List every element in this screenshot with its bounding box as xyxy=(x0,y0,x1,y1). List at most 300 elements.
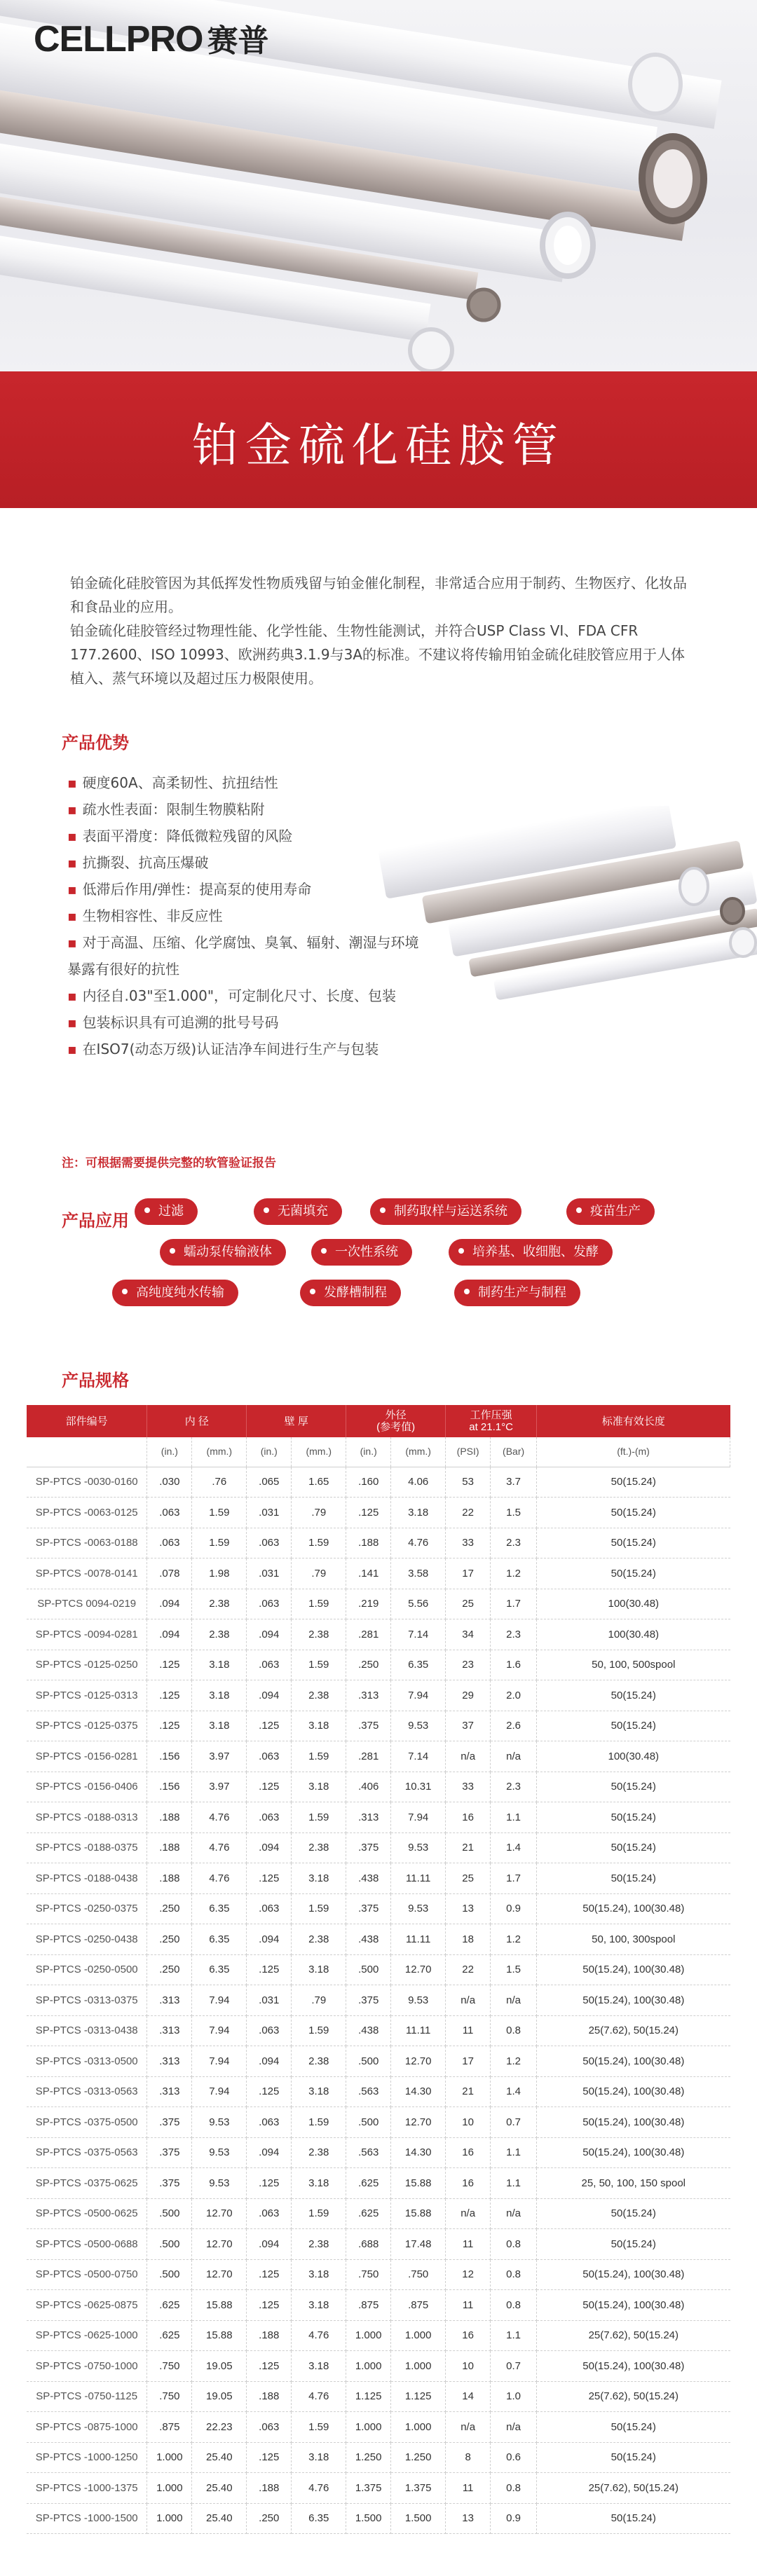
table-cell: .125 xyxy=(147,1680,192,1711)
table-cell: .79 xyxy=(292,1985,346,2016)
table-cell: 50(15.24) xyxy=(537,2442,730,2473)
table-cell: .063 xyxy=(147,1498,192,1528)
table-cell: .750 xyxy=(147,2381,192,2412)
table-cell: 1.1 xyxy=(491,2137,537,2168)
table-cell: .313 xyxy=(346,1680,391,1711)
table-cell: 50(15.24) xyxy=(537,1863,730,1894)
table-cell: 3.18 xyxy=(292,2290,346,2321)
table-cell: .250 xyxy=(147,1924,192,1955)
table-cell: .438 xyxy=(346,1924,391,1955)
table-row xyxy=(27,1650,730,1680)
specs-table xyxy=(27,1405,730,2534)
bullet-icon: ▪ xyxy=(67,1014,77,1031)
table-cell: 3.18 xyxy=(292,2076,346,2107)
bullet-icon: ▪ xyxy=(67,907,77,924)
table-cell: 2.38 xyxy=(292,2137,346,2168)
table-cell: 1.1 xyxy=(491,2168,537,2199)
table-row xyxy=(27,1832,730,1863)
table-cell: .313 xyxy=(147,2015,192,2046)
verification-note: 注：可根据需要提供完整的软管验证报告 xyxy=(62,1156,276,1170)
table-cell: .094 xyxy=(147,1589,192,1619)
table-cell: .030 xyxy=(147,1467,192,1498)
logo-cn: 赛普 xyxy=(207,23,269,59)
table-row xyxy=(27,2473,730,2504)
table-cell: 7.94 xyxy=(192,2015,247,2046)
table-cell: 1.250 xyxy=(346,2442,391,2473)
table-cell: .031 xyxy=(247,1498,292,1528)
header-line: (参考值) xyxy=(376,1421,416,1433)
table-row xyxy=(27,2015,730,2046)
table-cell: 0.9 xyxy=(491,1893,537,1924)
part-number-cell: SP-PTCS -0875-1000 xyxy=(27,2412,147,2443)
table-cell: 7.14 xyxy=(391,1741,446,1772)
table-cell: .625 xyxy=(346,2168,391,2199)
table-cell: 7.14 xyxy=(391,1619,446,1650)
table-cell: 50(15.24) xyxy=(537,1467,730,1498)
table-cell: 9.53 xyxy=(391,1985,446,2016)
table-cell: 22 xyxy=(446,1954,491,1985)
table-row xyxy=(27,1954,730,1985)
table-cell: .156 xyxy=(147,1772,192,1802)
table-cell: 3.18 xyxy=(192,1711,247,1741)
table-cell: 1.59 xyxy=(292,2412,346,2443)
table-cell: 1.59 xyxy=(192,1498,247,1528)
table-cell: .063 xyxy=(247,1741,292,1772)
table-cell: 7.94 xyxy=(391,1680,446,1711)
table-cell: .125 xyxy=(247,1711,292,1741)
bullet-icon: ▪ xyxy=(67,987,77,1004)
table-cell: 1.98 xyxy=(192,1558,247,1589)
part-number-cell: SP-PTCS -0313-0438 xyxy=(27,2015,147,2046)
table-cell: 0.7 xyxy=(491,2351,537,2382)
table-cell: .188 xyxy=(147,1863,192,1894)
part-number-cell: SP-PTCS -0125-0250 xyxy=(27,1650,147,1680)
table-cell: .219 xyxy=(346,1589,391,1619)
table-cell: .313 xyxy=(346,1802,391,1833)
table-cell: 4.76 xyxy=(292,2320,346,2351)
table-cell: 50(15.24) xyxy=(537,1711,730,1741)
table-cell: 50(15.24), 100(30.48) xyxy=(537,2076,730,2107)
part-number-cell: SP-PTCS -0750-1125 xyxy=(27,2381,147,2412)
table-row xyxy=(27,1741,730,1772)
table-cell: 12.70 xyxy=(391,2107,446,2138)
table-cell: 14.30 xyxy=(391,2137,446,2168)
table-cell: 3.18 xyxy=(192,1680,247,1711)
table-cell: .750 xyxy=(346,2259,391,2290)
bullet-icon: ▪ xyxy=(67,881,77,898)
table-cell: 100(30.48) xyxy=(537,1619,730,1650)
table-cell: 100(30.48) xyxy=(537,1741,730,1772)
part-number-cell: SP-PTCS -0063-0188 xyxy=(27,1528,147,1558)
table-cell: 50(15.24), 100(30.48) xyxy=(537,2290,730,2321)
part-number-cell: SP-PTCS -0375-0500 xyxy=(27,2107,147,2138)
table-cell: .625 xyxy=(147,2320,192,2351)
table-cell: 17 xyxy=(446,1558,491,1589)
table-row xyxy=(27,2107,730,2138)
unit-cell: (in.) xyxy=(147,1437,192,1467)
column-header: 内 径 xyxy=(147,1405,247,1437)
table-cell: .750 xyxy=(391,2259,446,2290)
part-number-cell: SP-PTCS -1000-1500 xyxy=(27,2503,147,2534)
table-cell: 7.94 xyxy=(192,1985,247,2016)
table-row xyxy=(27,1589,730,1619)
table-cell: .375 xyxy=(346,1832,391,1863)
table-cell: 12.70 xyxy=(192,2198,247,2229)
page-title: 铂金硫化硅胶管 xyxy=(192,418,565,472)
table-cell: .063 xyxy=(247,1893,292,1924)
part-number-cell: SP-PTCS -0500-0688 xyxy=(27,2229,147,2260)
table-cell: 25(7.62), 50(15.24) xyxy=(537,2473,730,2504)
part-number-cell: SP-PTCS -0250-0438 xyxy=(27,1924,147,1955)
table-cell: 23 xyxy=(446,1650,491,1680)
table-cell: 2.38 xyxy=(292,2046,346,2077)
table-cell: .063 xyxy=(247,2412,292,2443)
table-cell: 1.7 xyxy=(491,1589,537,1619)
part-number-cell: SP-PTCS -0375-0563 xyxy=(27,2137,147,2168)
table-cell: 16 xyxy=(446,1802,491,1833)
table-cell: 6.35 xyxy=(192,1954,247,1985)
list-item: ▪ 对于高温、压缩、化学腐蚀、臭氧、辐射、潮湿与环境暴露有很好的抗性 xyxy=(67,934,419,978)
table-cell: 1.59 xyxy=(292,1741,346,1772)
table-cell: n/a xyxy=(446,2412,491,2443)
applications-title: 产品应用 xyxy=(62,1211,129,1231)
specs-section xyxy=(0,1366,757,2576)
table-cell: 12 xyxy=(446,2259,491,2290)
table-cell: 22.23 xyxy=(192,2412,247,2443)
table-cell: n/a xyxy=(491,1985,537,2016)
table-cell: 1.59 xyxy=(292,2198,346,2229)
part-number-cell: SP-PTCS -0094-0281 xyxy=(27,1619,147,1650)
table-cell: 3.18 xyxy=(292,1954,346,1985)
app-tag-pure-water: 高纯度纯水传输 xyxy=(112,1280,238,1306)
table-cell: .250 xyxy=(147,1954,192,1985)
table-cell: 50(15.24) xyxy=(537,1528,730,1558)
bullet-icon: ▪ xyxy=(67,854,77,871)
table-cell: .188 xyxy=(147,1832,192,1863)
table-cell: 0.8 xyxy=(491,2229,537,2260)
table-cell: 3.7 xyxy=(491,1467,537,1498)
table-cell: 1.59 xyxy=(292,1893,346,1924)
table-cell: 1.000 xyxy=(147,2442,192,2473)
table-cell: 17.48 xyxy=(391,2229,446,2260)
table-cell: .250 xyxy=(147,1893,192,1924)
table-cell: .76 xyxy=(192,1467,247,1498)
unit-cell xyxy=(27,1437,147,1467)
table-cell: 1.000 xyxy=(391,2351,446,2382)
table-cell: .375 xyxy=(147,2107,192,2138)
table-cell: 50(15.24), 100(30.48) xyxy=(537,1893,730,1924)
table-row xyxy=(27,1498,730,1528)
table-cell: 1.59 xyxy=(192,1528,247,1558)
table-cell: 3.18 xyxy=(292,1711,346,1741)
table-cell: 14 xyxy=(446,2381,491,2412)
part-number-cell: SP-PTCS -0313-0500 xyxy=(27,2046,147,2077)
table-cell: .078 xyxy=(147,1558,192,1589)
list-item: ▪ 低滞后作用/弹性：提高泵的使用寿命 xyxy=(67,881,312,898)
table-cell: 0.9 xyxy=(491,2503,537,2534)
table-cell: 25, 50, 100, 150 spool xyxy=(537,2168,730,2199)
table-row xyxy=(27,1528,730,1558)
table-cell: 50(15.24) xyxy=(537,1498,730,1528)
unit-cell: (ft.)-(m) xyxy=(537,1437,730,1467)
table-cell: 50(15.24), 100(30.48) xyxy=(537,2259,730,2290)
column-header xyxy=(446,1405,537,1437)
table-cell: 4.76 xyxy=(391,1528,446,1558)
table-cell: 9.53 xyxy=(192,2168,247,2199)
table-row xyxy=(27,2381,730,2412)
table-cell: .156 xyxy=(147,1741,192,1772)
table-cell: 1.2 xyxy=(491,1558,537,1589)
list-item: ▪ 生物相容性、非反应性 xyxy=(67,907,223,924)
table-cell: 1.500 xyxy=(346,2503,391,2534)
table-cell: 1.1 xyxy=(491,2320,537,2351)
table-cell: 7.94 xyxy=(192,2076,247,2107)
table-cell: 14.30 xyxy=(391,2076,446,2107)
table-cell: .031 xyxy=(247,1558,292,1589)
unit-cell: (in.) xyxy=(247,1437,292,1467)
table-cell: 0.8 xyxy=(491,2015,537,2046)
header-line: 外径 xyxy=(385,1409,407,1421)
table-cell: .313 xyxy=(147,2046,192,2077)
table-cell: .094 xyxy=(247,2137,292,2168)
table-row xyxy=(27,1467,730,1498)
table-row xyxy=(27,1711,730,1741)
table-cell: .125 xyxy=(247,1954,292,1985)
list-item: ▪ 疏水性表面：限制生物膜粘附 xyxy=(67,801,265,818)
table-cell: .500 xyxy=(346,1954,391,1985)
table-row xyxy=(27,1558,730,1589)
table-cell: 1.59 xyxy=(292,1650,346,1680)
table-row xyxy=(27,2442,730,2473)
table-cell: 15.88 xyxy=(391,2198,446,2229)
list-item: ▪ 抗撕裂、抗高压爆破 xyxy=(67,854,209,871)
table-row xyxy=(27,2290,730,2321)
table-cell: 0.6 xyxy=(491,2442,537,2473)
column-header xyxy=(346,1405,446,1437)
table-cell: 1.59 xyxy=(292,1528,346,1558)
table-cell: .063 xyxy=(247,2198,292,2229)
table-cell: .313 xyxy=(147,2076,192,2107)
advantages-title: 产品优势 xyxy=(62,733,129,753)
table-cell: 1.125 xyxy=(391,2381,446,2412)
bullet-icon xyxy=(576,1207,582,1213)
table-cell: .188 xyxy=(247,2320,292,2351)
bullet-icon: ▪ xyxy=(67,801,77,818)
table-cell: 16 xyxy=(446,2320,491,2351)
table-row xyxy=(27,2412,730,2443)
table-cell: 11.11 xyxy=(391,1924,446,1955)
table-cell: 50, 100, 300spool xyxy=(537,1924,730,1955)
table-cell: 50(15.24) xyxy=(537,1772,730,1802)
table-cell: .063 xyxy=(247,2015,292,2046)
unit-cell: (mm.) xyxy=(192,1437,247,1467)
table-cell: .125 xyxy=(247,2259,292,2290)
bullet-icon xyxy=(310,1289,315,1294)
bullet-icon: ▪ xyxy=(67,1041,77,1057)
bullet-icon xyxy=(144,1207,150,1213)
table-cell: .160 xyxy=(346,1467,391,1498)
part-number-cell: SP-PTCS -1000-1375 xyxy=(27,2473,147,2504)
table-cell: n/a xyxy=(491,1741,537,1772)
table-cell: .141 xyxy=(346,1558,391,1589)
hero-banner xyxy=(0,0,757,371)
table-cell: 7.94 xyxy=(192,2046,247,2077)
specs-title: 产品规格 xyxy=(62,1371,129,1390)
table-cell: .375 xyxy=(147,2137,192,2168)
table-cell: 33 xyxy=(446,1528,491,1558)
table-cell: 12.70 xyxy=(192,2229,247,2260)
app-tag-aseptic-filling: 无菌填充 xyxy=(254,1198,342,1225)
table-cell: 50(15.24) xyxy=(537,2229,730,2260)
unit-cell: (Bar) xyxy=(491,1437,537,1467)
table-units-row xyxy=(27,1437,730,1467)
table-cell: 1.1 xyxy=(491,1802,537,1833)
table-cell: 1.375 xyxy=(346,2473,391,2504)
table-cell: 25(7.62), 50(15.24) xyxy=(537,2320,730,2351)
table-cell: .750 xyxy=(147,2351,192,2382)
table-cell: 3.18 xyxy=(292,2442,346,2473)
table-cell: .065 xyxy=(247,1467,292,1498)
table-cell: 50(15.24) xyxy=(537,2503,730,2534)
table-cell: 50(15.24) xyxy=(537,1680,730,1711)
advantages-section xyxy=(0,729,757,1177)
table-cell: 25.40 xyxy=(192,2473,247,2504)
table-cell: 9.53 xyxy=(391,1832,446,1863)
table-cell: 0.7 xyxy=(491,2107,537,2138)
table-cell: .125 xyxy=(247,2351,292,2382)
table-cell: 1.59 xyxy=(292,1802,346,1833)
bullet-icon xyxy=(321,1248,327,1254)
table-cell: .125 xyxy=(346,1498,391,1528)
table-cell: 11.11 xyxy=(391,1863,446,1894)
table-cell: 50(15.24), 100(30.48) xyxy=(537,1985,730,2016)
table-cell: 12.70 xyxy=(192,2259,247,2290)
table-cell: 4.76 xyxy=(192,1802,247,1833)
table-cell: 50(15.24), 100(30.48) xyxy=(537,2137,730,2168)
table-row xyxy=(27,2046,730,2077)
table-cell: n/a xyxy=(491,2198,537,2229)
table-cell: 11 xyxy=(446,2015,491,2046)
table-cell: 15.88 xyxy=(391,2168,446,2199)
table-cell: 1.000 xyxy=(147,2503,192,2534)
table-cell: 19.05 xyxy=(192,2381,247,2412)
table-cell: 10 xyxy=(446,2351,491,2382)
table-cell: 11 xyxy=(446,2290,491,2321)
table-cell: 0.8 xyxy=(491,2259,537,2290)
table-cell: 1.000 xyxy=(346,2412,391,2443)
applications-section xyxy=(0,1198,757,1345)
table-header-row xyxy=(27,1405,730,1437)
table-cell: .375 xyxy=(346,1893,391,1924)
table-row xyxy=(27,2351,730,2382)
table-cell: .063 xyxy=(147,1528,192,1558)
table-row xyxy=(27,2320,730,2351)
table-cell: 2.38 xyxy=(292,2229,346,2260)
bullet-icon: ▪ xyxy=(67,774,77,791)
specs-table-body xyxy=(27,1467,730,2534)
table-cell: 3.18 xyxy=(292,2168,346,2199)
table-cell: 1.65 xyxy=(292,1467,346,1498)
table-cell: 16 xyxy=(446,2137,491,2168)
part-number-cell: SP-PTCS -0313-0375 xyxy=(27,1985,147,2016)
table-row xyxy=(27,1985,730,2016)
table-cell: 4.76 xyxy=(292,2381,346,2412)
table-cell: .500 xyxy=(147,2259,192,2290)
table-cell: .79 xyxy=(292,1558,346,1589)
table-cell: .125 xyxy=(247,1863,292,1894)
table-cell: 9.53 xyxy=(391,1711,446,1741)
table-cell: 17 xyxy=(446,2046,491,2077)
app-tag-fermenter: 发酵槽制程 xyxy=(300,1280,401,1306)
table-cell: 6.35 xyxy=(192,1893,247,1924)
unit-cell: (mm.) xyxy=(292,1437,346,1467)
table-cell: .094 xyxy=(247,2229,292,2260)
table-cell: .688 xyxy=(346,2229,391,2260)
bullet-icon xyxy=(458,1248,464,1254)
table-cell: 21 xyxy=(446,2076,491,2107)
part-number-cell: SP-PTCS -0125-0375 xyxy=(27,1711,147,1741)
bullet-icon: ▪ xyxy=(67,934,77,951)
table-cell: 50(15.24), 100(30.48) xyxy=(537,2351,730,2382)
brand-logo xyxy=(34,15,268,60)
table-cell: n/a xyxy=(446,1985,491,2016)
intro-paragraph-2: 铂金硫化硅胶管经过物理性能、化学性能、生物性能测试，并符合USP Class VI、FDA CFR 177.2600、ISO 10993、欧洲药典3.1.9与3A的标准。不建议将传输用铂金硫化硅胶管应用于人体植入、蒸气环境以及超过压力极限使用。 xyxy=(70,622,686,687)
table-cell: .188 xyxy=(247,2381,292,2412)
part-number-cell: SP-PTCS -0188-0313 xyxy=(27,1802,147,1833)
table-cell: 2.38 xyxy=(292,1619,346,1650)
table-cell: 1.6 xyxy=(491,1650,537,1680)
table-row xyxy=(27,2198,730,2229)
table-cell: 10.31 xyxy=(391,1772,446,1802)
part-number-cell: SP-PTCS -0188-0438 xyxy=(27,1863,147,1894)
table-cell: .031 xyxy=(247,1985,292,2016)
table-cell: .188 xyxy=(346,1528,391,1558)
table-cell: 50(15.24) xyxy=(537,2412,730,2443)
table-cell: .406 xyxy=(346,1772,391,1802)
table-cell: 19.05 xyxy=(192,2351,247,2382)
table-cell: 25.40 xyxy=(192,2442,247,2473)
table-cell: .063 xyxy=(247,1802,292,1833)
table-cell: 9.53 xyxy=(192,2107,247,2138)
table-cell: .79 xyxy=(292,1498,346,1528)
table-cell: n/a xyxy=(491,2412,537,2443)
part-number-cell: SP-PTCS -0156-0281 xyxy=(27,1741,147,1772)
table-cell: 3.97 xyxy=(192,1741,247,1772)
table-cell: 11 xyxy=(446,2473,491,2504)
table-cell: .563 xyxy=(346,2076,391,2107)
bullet-icon xyxy=(464,1289,470,1294)
bullet-icon xyxy=(380,1207,386,1213)
table-cell: .875 xyxy=(147,2412,192,2443)
app-tag-sampling: 制药取样与运送系统 xyxy=(370,1198,521,1225)
table-cell: .094 xyxy=(247,2046,292,2077)
table-cell: 50(15.24), 100(30.48) xyxy=(537,2107,730,2138)
table-cell: 7.94 xyxy=(391,1802,446,1833)
table-cell: 2.38 xyxy=(292,1680,346,1711)
table-cell: 18 xyxy=(446,1924,491,1955)
table-cell: 50(15.24), 100(30.48) xyxy=(537,1954,730,1985)
table-cell: .188 xyxy=(247,2473,292,2504)
part-number-cell: SP-PTCS -1000-1250 xyxy=(27,2442,147,2473)
table-cell: .875 xyxy=(391,2290,446,2321)
part-number-cell: SP-PTCS -0500-0625 xyxy=(27,2198,147,2229)
table-cell: 37 xyxy=(446,1711,491,1741)
table-cell: 22 xyxy=(446,1498,491,1528)
table-cell: 0.8 xyxy=(491,2290,537,2321)
table-row xyxy=(27,1863,730,1894)
table-cell: 1.7 xyxy=(491,1863,537,1894)
table-cell: 12.70 xyxy=(391,1954,446,1985)
